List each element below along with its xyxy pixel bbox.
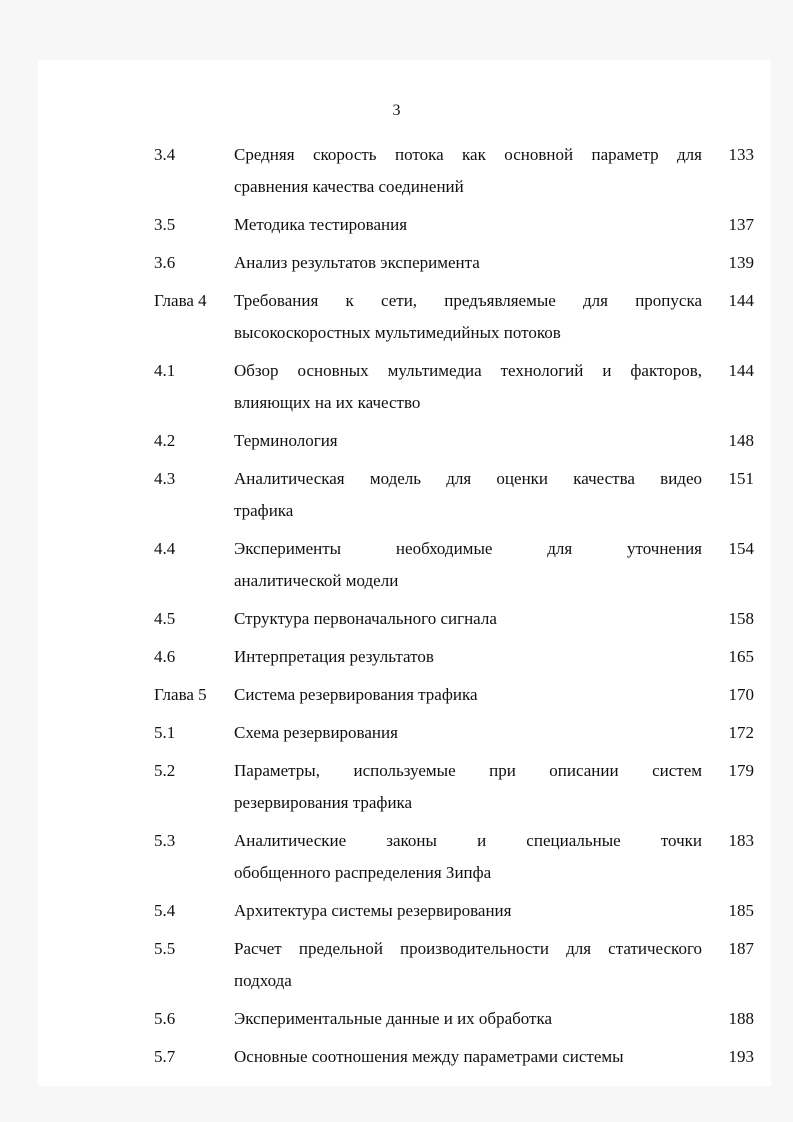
- toc-entry-number: 4.3: [154, 469, 176, 488]
- toc-entry-page: 172: [728, 723, 754, 742]
- toc-entry-title-line: Эксперименты необходимые для уточнения: [234, 539, 702, 558]
- toc-entry-title-line: обобщенного распределения Зипфа: [234, 863, 492, 882]
- toc-entry-title: [234, 755, 702, 819]
- toc-entry-title: [234, 425, 702, 457]
- toc-entry-number: 3.6: [154, 253, 176, 272]
- page-number: 3: [392, 102, 401, 119]
- toc-entry-title: [234, 355, 702, 419]
- toc-entry-number: 5.7: [154, 1047, 176, 1066]
- toc-entry: [154, 603, 754, 635]
- toc-entry: [154, 717, 754, 749]
- toc-entry-page: 151: [728, 469, 754, 488]
- toc-entry-title: [234, 641, 702, 673]
- toc-entry-title-line: Система резервирования трафика: [234, 685, 478, 704]
- toc-entry: [154, 1003, 754, 1035]
- toc-entry-number: Глава 5: [154, 685, 207, 704]
- toc-entry-number: Глава 4: [154, 291, 207, 310]
- toc-entry-title-line: подхода: [234, 971, 292, 990]
- toc-entry-title-line: Аналитическая модель для оценки качества видео: [234, 469, 702, 488]
- toc-entry-title-line: Параметры, используемые при описании систем: [234, 761, 702, 780]
- toc-entry-page: 137: [728, 215, 754, 234]
- toc-entry-page: 148: [728, 431, 754, 450]
- toc-entry-number: 3.4: [154, 145, 176, 164]
- toc-entry-number: 4.6: [154, 647, 176, 666]
- toc-entry: [154, 209, 754, 241]
- toc-entry-number: 5.5: [154, 939, 176, 958]
- toc-entry-page: 144: [728, 361, 754, 380]
- toc-entry-title-line: Экспериментальные данные и их обработка: [234, 1009, 553, 1028]
- toc-entry: [154, 533, 754, 597]
- toc-entry-page: 179: [728, 761, 754, 780]
- toc-entry-title-line: Структура первоначального сигнала: [234, 609, 497, 628]
- toc-entry-number: 4.1: [154, 361, 176, 380]
- toc-entry-number: 4.4: [154, 539, 176, 558]
- toc-entry-title: [234, 209, 702, 241]
- toc-entry-page: 183: [728, 831, 754, 850]
- toc-entry-title: [234, 1041, 702, 1073]
- toc-entry-title: [234, 533, 702, 597]
- toc-entry-title: [234, 139, 702, 203]
- toc-entry-number: 5.1: [154, 723, 176, 742]
- toc-entry: [154, 895, 754, 927]
- toc-entry-title: [234, 717, 702, 749]
- toc-entry-title-line: Интерпретация результатов: [234, 647, 434, 666]
- toc-entry-title: [234, 247, 702, 279]
- toc-entry-title: [234, 933, 702, 997]
- toc-entry-page: 144: [728, 291, 754, 310]
- toc-entry-title-line: Методика тестирования: [234, 215, 408, 234]
- toc-entry: [154, 247, 754, 279]
- toc-entry-number: 3.5: [154, 215, 176, 234]
- toc-entry-title: [234, 463, 702, 527]
- toc-entry-page: 188: [728, 1009, 754, 1028]
- toc-entry-title-line: сравнения качества соединений: [234, 177, 464, 196]
- toc-entry-title-line: трафика: [234, 501, 294, 520]
- table-of-contents: [154, 139, 754, 1079]
- toc-entry-title-line: Обзор основных мультимедиа технологий и факторов,: [234, 361, 702, 380]
- toc-entry-page: 133: [728, 145, 754, 164]
- toc-entry-title: [234, 895, 702, 927]
- toc-entry-title-line: резервирования трафика: [234, 793, 413, 812]
- toc-entry: [154, 755, 754, 819]
- toc-entry-title: [234, 1003, 702, 1035]
- toc-entry-title-line: Основные соотношения между параметрами системы: [234, 1047, 624, 1066]
- toc-entry-number: 4.2: [154, 431, 176, 450]
- toc-entry-title-line: Схема резервирования: [234, 723, 398, 742]
- toc-entry: [154, 355, 754, 419]
- toc-entry-page: 139: [728, 253, 754, 272]
- toc-entry: [154, 139, 754, 203]
- toc-entry: [154, 825, 754, 889]
- toc-entry-title-line: Терминология: [234, 431, 338, 450]
- toc-entry-title-line: Средняя скорость потока как основной параметр для: [234, 145, 702, 164]
- toc-entry-number: 4.5: [154, 609, 176, 628]
- toc-entry-title-line: Требования к сети, предъявляемые для пропуска: [234, 291, 702, 310]
- toc-entry-title: [234, 603, 702, 635]
- toc-entry: [154, 425, 754, 457]
- toc-entry-page: 158: [728, 609, 754, 628]
- toc-entry-page: 154: [728, 539, 754, 558]
- toc-entry-title-line: влияющих на их качество: [234, 393, 421, 412]
- toc-entry-title-line: аналитической модели: [234, 571, 399, 590]
- toc-entry: [154, 1041, 754, 1073]
- toc-entry: [154, 285, 754, 349]
- toc-entry-number: 5.3: [154, 831, 176, 850]
- toc-entry-title-line: высокоскоростных мультимедийных потоков: [234, 323, 561, 342]
- toc-entry-page: 165: [728, 647, 754, 666]
- toc-entry-title-line: Архитектура системы резервирования: [234, 901, 512, 920]
- toc-entry-page: 187: [728, 939, 754, 958]
- toc-entry-title: [234, 679, 702, 711]
- toc-entry-number: 5.4: [154, 901, 176, 920]
- toc-entry-page: 185: [728, 901, 754, 920]
- toc-entry: [154, 641, 754, 673]
- toc-entry-page: 170: [728, 685, 754, 704]
- toc-entry: [154, 463, 754, 527]
- toc-entry-title-line: Расчет предельной производительности для статического: [234, 939, 702, 958]
- toc-entry-number: 5.6: [154, 1009, 176, 1028]
- toc-entry-title-line: Анализ результатов эксперимента: [234, 253, 480, 272]
- toc-entry-title: [234, 285, 702, 349]
- toc-entry-page: 193: [728, 1047, 754, 1066]
- toc-entry: [154, 679, 754, 711]
- toc-entry-number: 5.2: [154, 761, 176, 780]
- toc-entry: [154, 933, 754, 997]
- toc-entry-title-line: Аналитические законы и специальные точки: [234, 831, 702, 850]
- toc-entry-title: [234, 825, 702, 889]
